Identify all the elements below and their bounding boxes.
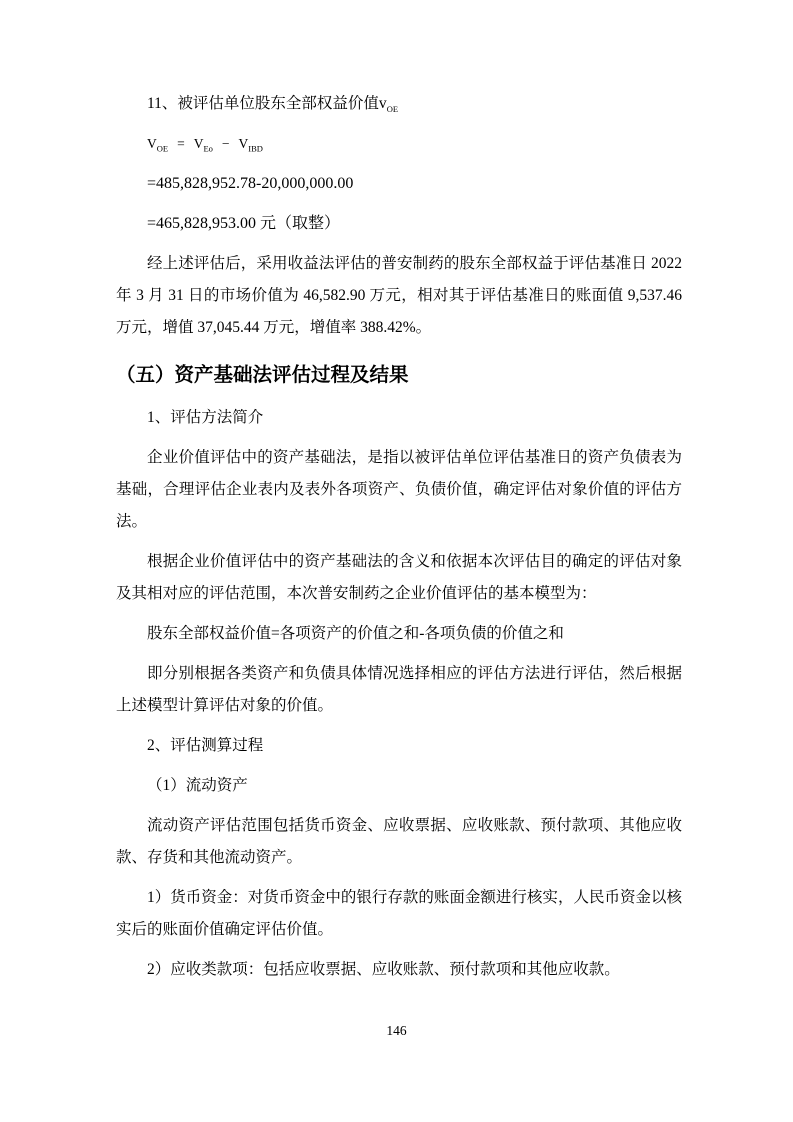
item-11-heading [116,88,682,120]
page-number: 146 [386,1023,407,1038]
section-5-heading: （五）资产基础法评估过程及结果 [116,364,409,386]
formula-term2-subscript: IBD [248,143,263,154]
model-explanation-paragraph: 即分别根据各类资产和负债具体情况选择相应的评估方法进行评估，然后根据上述模型计算评估对象的价值。 [116,665,682,714]
formula-minus: − [221,136,230,151]
current-assets-scope-paragraph: 流动资产评估范围包括货币资金、应收票据、应收账款、预付款项、其他应收款、存货和其他流动资产。 [116,817,682,866]
formula-term1: V [193,136,204,151]
income-approach-result-paragraph: 经上述评估后，采用收益法评估的普安制药的股东全部权益于评估基准日 2022 年 3 月 31 日的市场价值为 46,582.90 万元，相对其于评估基准日的账面值 9,537.46 万元，增值 37,045.44 万元，增值率 388.42%。 [116,255,682,336]
calculation-line-1: =485,828,952.78-20,000,000.00 [147,175,354,192]
formula-term2: V [238,136,249,151]
formula-lhs-subscript: OE [156,143,169,154]
item-11-text: 11、被评估单位股东全部权益价值v [147,95,387,112]
calculation-line-2: =465,828,953.00 元（取整） [147,215,341,232]
basic-model-intro-paragraph: 根据企业价值评估中的资产基础法的含义和依据本次评估目的确定的评估对象及其相对应的评估范围，本次普安制药之企业价值评估的基本模型为： [116,553,682,602]
page-content [116,88,682,994]
monetary-funds-paragraph: 1）货币资金：对货币资金中的银行存款的账面金额进行核实，人民币资金以核实后的账面价值确定评估价值。 [116,889,682,938]
subsection-2-heading: 2、评估测算过程 [147,737,264,754]
formula-equals: = [177,136,185,151]
receivables-paragraph: 2）应收类款项：包括应收票据、应收账款、预付款项和其他应收款。 [147,961,620,978]
equity-model-formula-line: 股东全部权益价值=各项资产的价值之和-各项负债的价值之和 [147,625,564,642]
item-1-current-assets-heading: （1）流动资产 [147,777,248,794]
formula-lhs: V [147,136,157,151]
asset-based-method-definition-paragraph: 企业价值评估中的资产基础法，是指以被评估单位评估基准日的资产负债表为基础，合理评估企业表内及表外各项资产、负债价值，确定评估对象价值的评估方法。 [116,449,682,530]
subsection-1-heading: 1、评估方法简介 [147,409,264,426]
equity-value-formula [116,128,682,160]
item-11-subscript: OE [386,104,399,115]
formula-term1-subscript: Eo [203,143,213,154]
